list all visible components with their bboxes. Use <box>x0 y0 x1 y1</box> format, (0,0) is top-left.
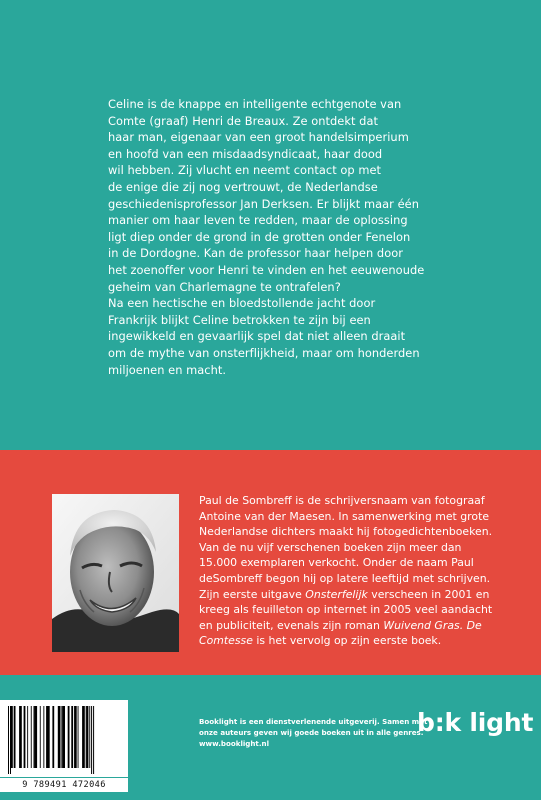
book-title-onsterfelijk: Onsterfelijk <box>305 587 368 601</box>
author-portrait-icon <box>52 494 179 652</box>
bio-text: is het vervolg op zijn eerste boek. <box>252 634 442 648</box>
bio-line: 15.000 exemplaren verkocht. Onder de naam Paul <box>199 556 474 570</box>
bio-text: verscheen in 2001 en <box>367 587 490 601</box>
barcode-bar <box>24 706 25 768</box>
barcode-bar <box>19 706 22 768</box>
blurb-line: Celine is de knappe en intelligente echtgenote van <box>108 97 402 111</box>
blurb-line: Na een hectische en bloedstollende jacht door <box>108 296 376 311</box>
barcode-bar <box>87 706 89 768</box>
publisher-info <box>199 716 439 749</box>
bio-line: Paul de Sombreff is de schrijversnaam van fotograaf <box>199 494 485 507</box>
blurb-line: om de mythe van onsterflijkheid, maar om honderden <box>108 345 420 360</box>
book-title-comtesse: Comtesse <box>199 634 253 648</box>
bio-text: Zijn eerste uitgave <box>199 587 306 601</box>
barcode-bar <box>46 706 47 768</box>
publisher-line: onze auteurs geven wij goede boeken uit in alle genres. <box>199 728 424 737</box>
bio-text: en publiciteit, evenals zijn roman <box>199 618 384 632</box>
blurb-line: ingewikkeld en gevaarlijk spel dat niet alleen draait <box>108 329 406 344</box>
blurb-line: wil hebben. Zij vlucht en neemt contact op met <box>108 163 382 178</box>
barcode-bar <box>25 706 26 768</box>
bio-line: Van de nu vijf verschenen boeken zijn meer dan <box>199 540 462 554</box>
blurb-line: geschiedenisprofessor Jan Derksen. Er blijkt maar één <box>108 196 419 211</box>
barcode-bar <box>10 706 11 774</box>
blurb-line: haar man, eigenaar van een groot handelsimperium <box>108 130 409 145</box>
bio-line: kreeg als feuilleton op internet in 2005 veel aandacht <box>199 603 493 617</box>
book-blurb <box>108 96 488 378</box>
barcode-bar <box>75 706 77 768</box>
barcode-bar <box>74 706 75 768</box>
barcode-bar <box>93 706 94 774</box>
barcode-bar <box>34 706 35 768</box>
barcode-bar <box>71 706 73 768</box>
barcode-bar <box>47 706 50 768</box>
bio-line: Antoine van der Maesen. In samenwerking met grote <box>199 509 490 523</box>
barcode <box>0 700 128 777</box>
blurb-line: manier om haar leven te redden, maar de oplossing <box>108 213 408 228</box>
barcode-bar <box>40 706 41 768</box>
barcode-bar <box>68 706 70 768</box>
blurb-line: geheim van Charlemagne te ontrafelen? <box>108 279 341 294</box>
barcode-bar <box>43 706 44 768</box>
blurb-line: miljoenen en macht. <box>108 362 227 377</box>
barcode-bar <box>14 706 16 768</box>
barcode-bar <box>34 706 37 768</box>
publisher-website: www.booklight.nl <box>199 739 270 748</box>
blurb-line: Comte (graaf) Henri de Breaux. Ze ontdekt dat <box>108 113 378 128</box>
author-portrait-photo <box>52 494 179 652</box>
blurb-line: en hoofd van een misdaadsyndicaat, haar dood <box>108 146 383 161</box>
barcode-bar <box>27 706 28 768</box>
author-bio <box>199 493 504 649</box>
barcode-bar <box>82 706 85 768</box>
bio-line: deSombreff begon hij op latere leeftijd met schrijven. <box>199 571 491 585</box>
bio-line <box>199 587 504 603</box>
isbn-number: 9 789491 472046 <box>0 778 128 792</box>
blurb-line: in de Dordogne. Kan de professor haar helpen door <box>108 246 403 261</box>
blurb-line: het zoenoffer voor Henri te vinden en het eeuwenoude <box>108 262 425 277</box>
bio-line: Nederlandse dichters maakt hij fotogedichtenboeken. <box>199 525 493 539</box>
barcode-bar <box>78 706 79 768</box>
publisher-line: Booklight is een dienstverlenende uitgeverij. Samen met <box>199 717 428 726</box>
blurb-line: Frankrijk blijkt Celine betrokken te zijn bij een <box>108 312 371 327</box>
blurb-line: ligt diep onder de grond in de grotten onder Fenelon <box>108 229 411 244</box>
barcode-bar <box>86 706 87 768</box>
bio-line <box>199 633 504 649</box>
bio-line <box>199 618 504 634</box>
barcode-bar <box>8 706 9 774</box>
barcode-bar <box>52 706 54 768</box>
barcode-bar <box>89 706 90 768</box>
blurb-line: de enige die zij nog vertrouwt, de Nederlandse <box>108 179 378 194</box>
barcode-icon <box>0 700 128 777</box>
barcode-bar <box>58 706 61 768</box>
barcode-bar <box>31 706 32 768</box>
barcode-bar <box>11 706 13 768</box>
barcode-bar <box>61 706 62 768</box>
barcode-bar <box>91 706 92 774</box>
book-title-wuivend-gras: Wuivend Gras. De <box>383 618 482 632</box>
booklight-logo: b:k light <box>417 708 534 737</box>
barcode-bar <box>62 706 65 768</box>
